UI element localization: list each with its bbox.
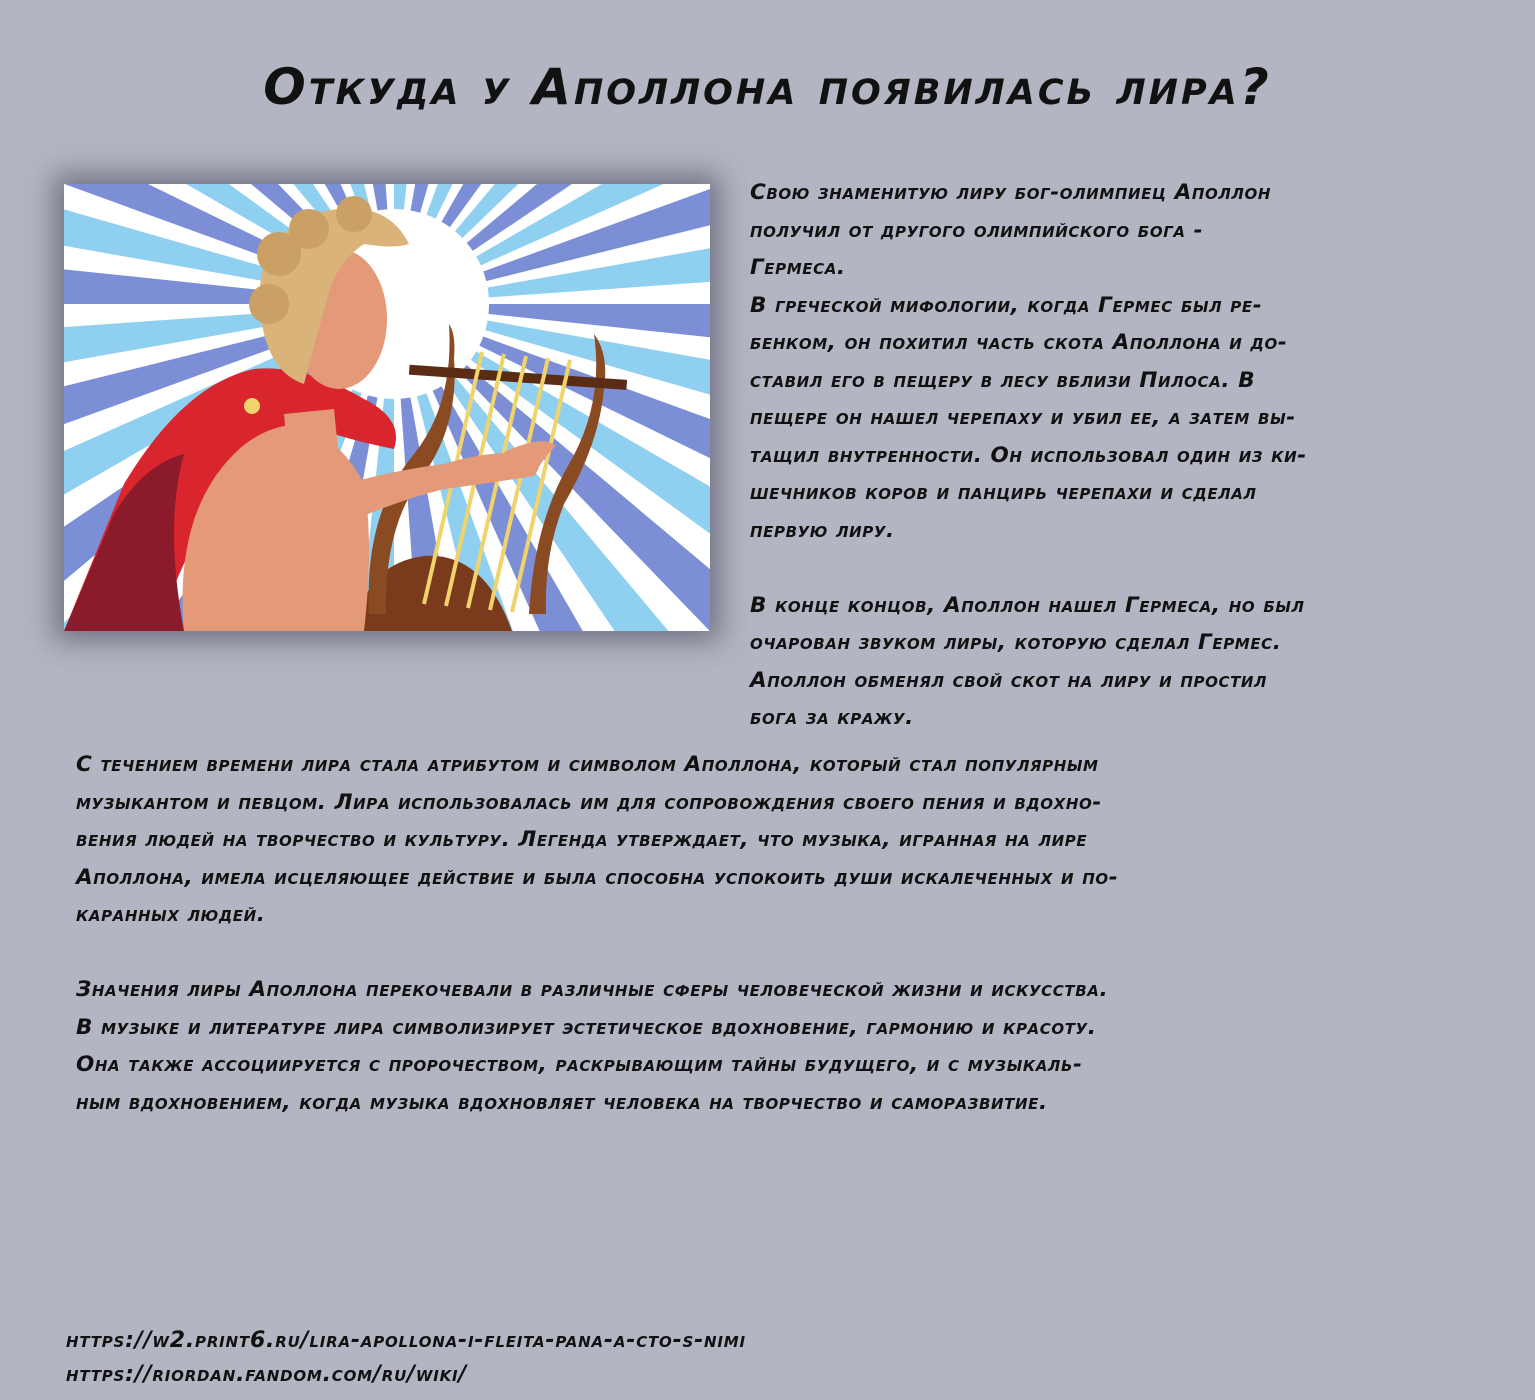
source-link-print6[interactable]: https://w2.print6.ru/lira-apollona-i-fleita-pana-a-cto-s-nimi	[66, 1328, 746, 1353]
paragraph-symbol: С течением времени лира стала атрибутом и символом Аполлона, который стал популярным музыкантом и певцом. Лира использовалась им для сопровождения своего пения и вдохно- вения людей на творчество и культуру. Легенда утверждает, что музыка, игранная на лире Аполлона, имела исцеляющее действие и была способна успокоить души искалеченных и по- каранных людей.	[76, 752, 1119, 927]
page-title: Откуда у Аполлона появилась лира?	[263, 58, 1272, 116]
cloak-brooch	[244, 398, 260, 414]
intro-column	[750, 174, 1510, 737]
paragraph-origin: Свою знаменитую лиру бог-олимпиец Аполлон получил от другого олимпийского бога - Гермеса. В греческой мифологии, когда Гермес был ре- бенком, он похитил часть скота Аполлона и до- ставил его в пещеру в лесу вблизи Пилоса. В пещере он нашел черепаху и убил ее, а затем вы- тащил внутренности. Он использовал один из ки- шечников коров и панцирь черепахи и сделал первую лиру.	[750, 180, 1307, 543]
neck	[284, 409, 339, 469]
source-link-fandom[interactable]: https://riordan.fandom.com/ru/wiki/	[66, 1362, 468, 1387]
sources-list	[66, 1324, 1266, 1392]
paragraph-meanings: Значения лиры Аполлона перекочевали в различные сферы человеческой жизни и искусства. В музыке и литературе лира символизирует эстетическое вдохновение, гармонию и красоту. Она также ассоциируется с пророчеством, раскрывающим тайны будущего, и с музыкаль- ным вдохновением, когда музыка вдохновляет человека на творчество и саморазвитие.	[76, 977, 1109, 1115]
apollo-lyre-illustration	[64, 184, 710, 631]
paragraph-exchange: В конце концов, Аполлон нашел Гермеса, но был очарован звуком лиры, которую сделал Гермес. Аполлон обменял свой скот на лиру и простил бога за кражу.	[750, 592, 1305, 730]
